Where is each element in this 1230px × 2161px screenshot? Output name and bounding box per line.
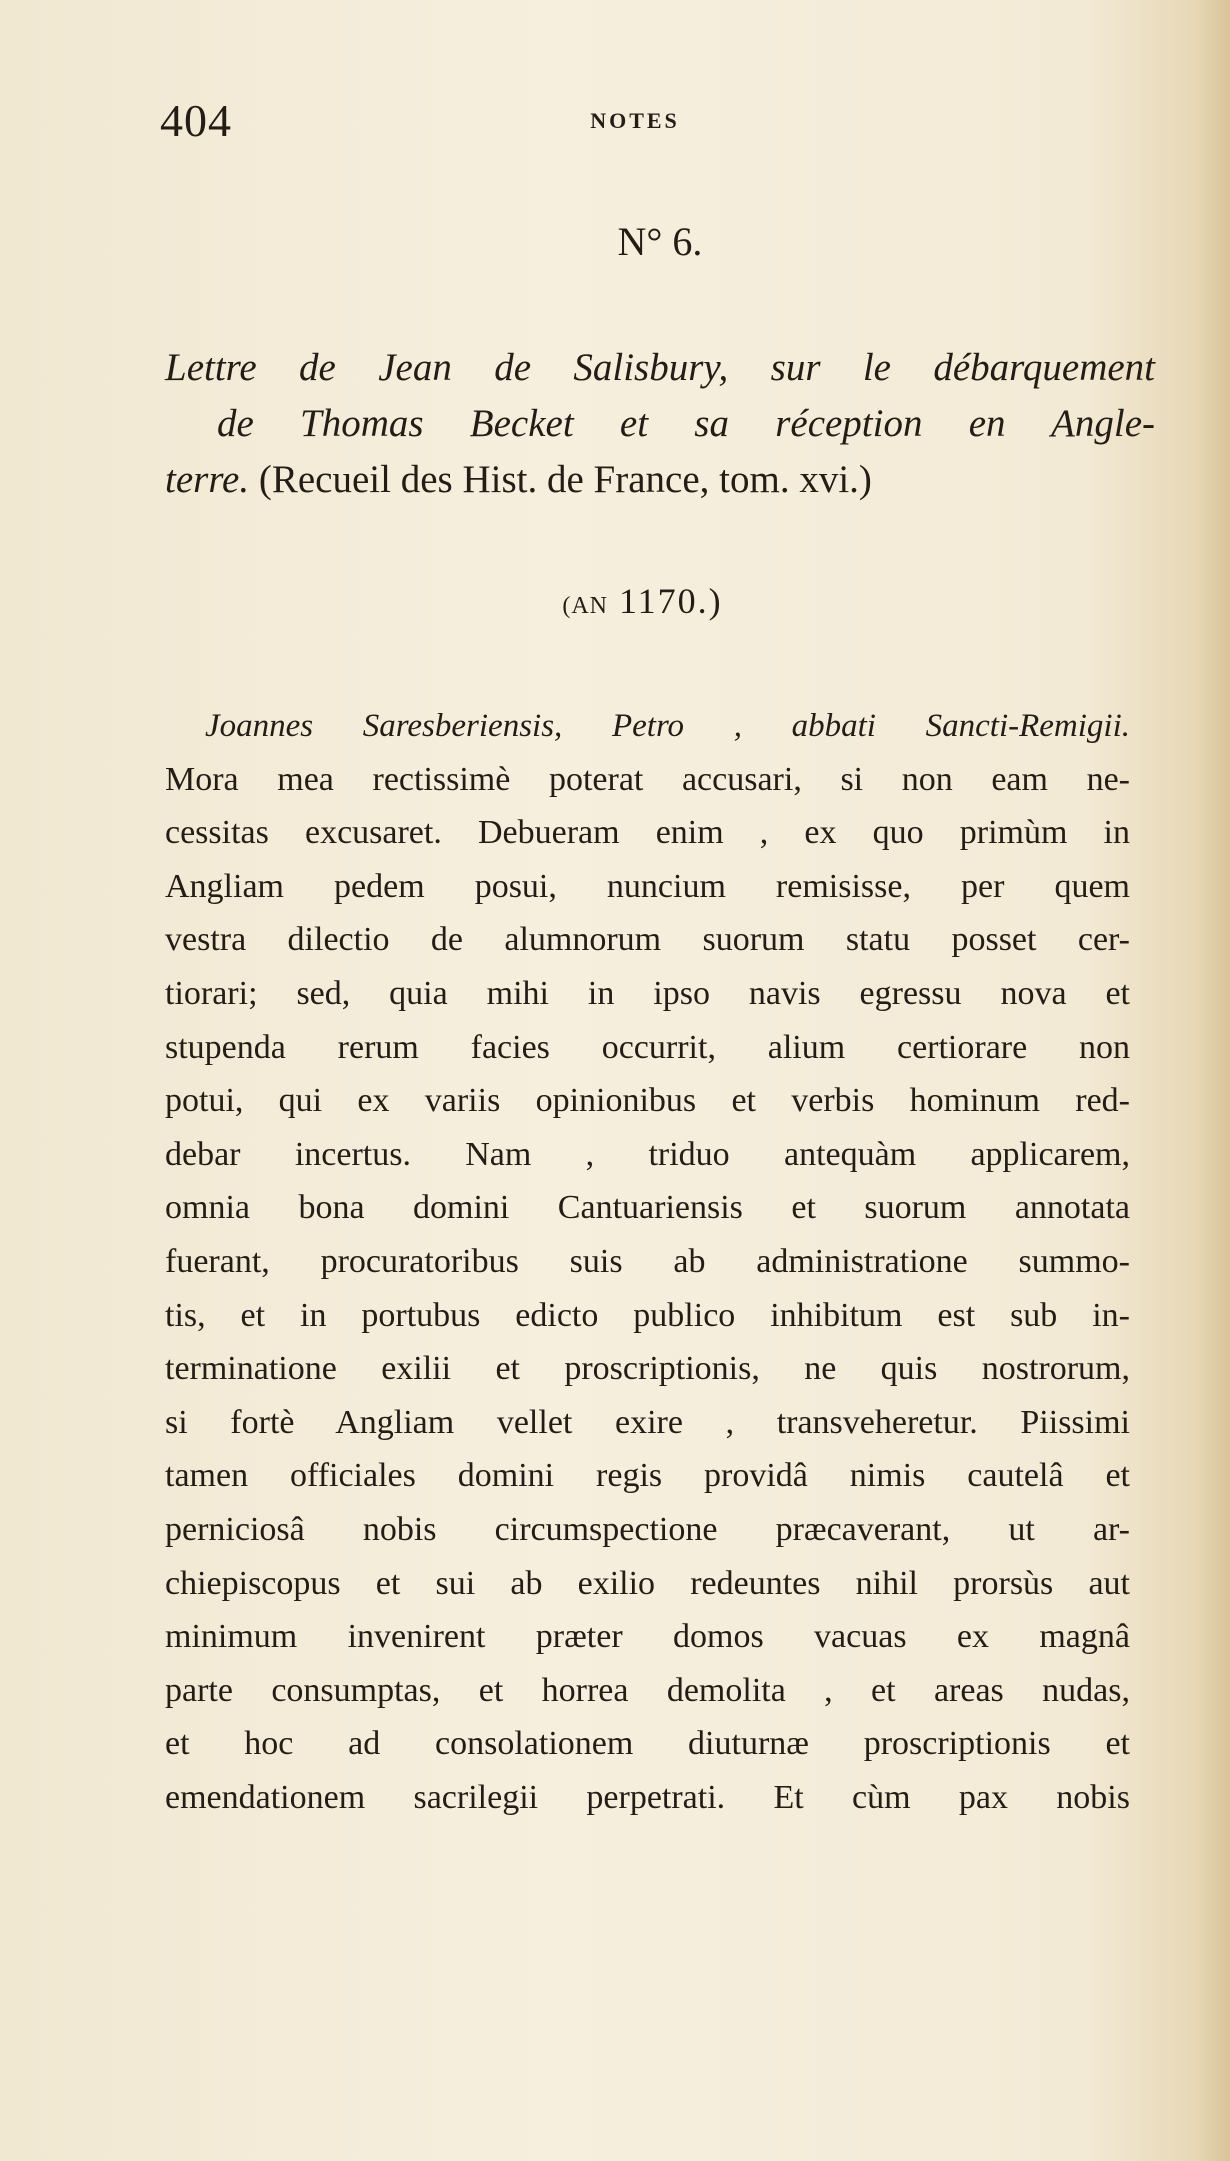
- title-line-3-italic: terre.: [165, 458, 250, 501]
- year-heading: [0, 580, 1230, 622]
- year-prefix: (AN: [562, 593, 608, 619]
- letter-line: minimum invenirent præter domos vacuas ex magnâ: [165, 1618, 1130, 1656]
- title-line-3: [165, 452, 1155, 508]
- letter-line: fuerant, procuratoribus suis ab administratione summo-: [165, 1242, 1130, 1280]
- title-line-1: Lettre de Jean de Salisbury, sur le débarquement: [165, 346, 1155, 389]
- letter-line: emendationem sacrilegii perpetrati. Et cùm pax nobis: [165, 1778, 1130, 1816]
- letter-line: et hoc ad consolationem diuturnæ proscriptionis et: [165, 1725, 1130, 1763]
- letter-line: parte consumptas, et horrea demolita , et areas nudas,: [165, 1671, 1130, 1709]
- letter-line: tamen officiales domini regis providâ nimis cautelâ et: [165, 1457, 1130, 1495]
- document-title: [165, 340, 1155, 508]
- letter-line: stupenda rerum facies occurrit, alium certiorare non: [165, 1028, 1130, 1066]
- document-number: N° 6.: [617, 219, 703, 264]
- letter-line: tiorari; sed, quia mihi in ipso navis egressu nova et: [165, 974, 1130, 1012]
- page-number: 404: [160, 95, 232, 146]
- letter-line: cessitas excusaret. Debueram enim , ex quo primùm in: [165, 814, 1130, 852]
- running-head: NOTES: [590, 108, 680, 133]
- title-line-2: de Thomas Becket et sa réception en Angle-: [217, 402, 1155, 445]
- letter-line: si fortè Angliam vellet exire , transveheretur. Piissimi: [165, 1403, 1130, 1441]
- letter-salutation: [165, 699, 1130, 753]
- letter-line: omnia bona domini Cantuariensis et suorum annotata: [165, 1189, 1130, 1227]
- title-source: (Recueil des Hist. de France, tom. xvi.): [258, 458, 872, 501]
- letter-line: terminatione exilii et proscriptionis, ne quis nostrorum,: [165, 1350, 1130, 1388]
- letter-line: chiepiscopus et sui ab exilio redeuntes nihil prorsùs aut: [165, 1564, 1130, 1602]
- letter-line: Angliam pedem posui, nuncium remisisse, per quem: [165, 867, 1130, 905]
- salutation-text: Joannes Saresberiensis, Petro , abbati Sancti-Remigii.: [205, 708, 1130, 744]
- letter-line: potui, qui ex variis opinionibus et verbis hominum red-: [165, 1082, 1130, 1120]
- letter-line: perniciosâ nobis circumspectione præcaverant, ut ar-: [165, 1510, 1130, 1548]
- year-value: 1170.): [619, 581, 723, 621]
- letter-body: [165, 699, 1130, 1824]
- letter-line: vestra dilectio de alumnorum suorum statu posset cer-: [165, 921, 1130, 959]
- letter-line: debar incertus. Nam , triduo antequàm applicarem,: [165, 1135, 1130, 1173]
- letter-line: tis, et in portubus edicto publico inhibitum est sub in-: [165, 1296, 1130, 1334]
- letter-line: Mora mea rectissimè poterat accusari, si non eam ne-: [165, 760, 1130, 798]
